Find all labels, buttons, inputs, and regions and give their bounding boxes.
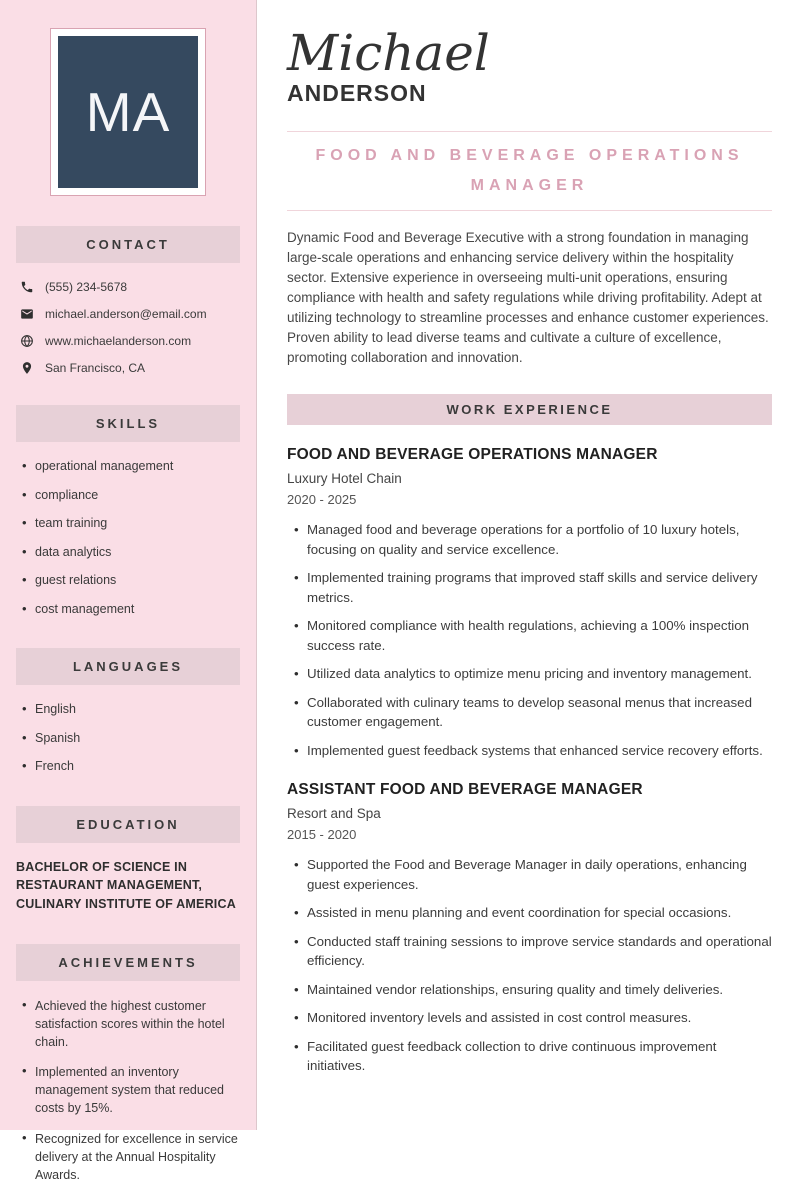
job-entry-2: [287, 781, 772, 1076]
monogram-initials: MA: [85, 81, 171, 143]
contact-location-text: San Francisco, CA: [45, 361, 146, 375]
languages-list: [16, 701, 240, 776]
skill-item: • cost management: [16, 601, 240, 619]
achievement-item: • Recognized for excellence in service delivery at the Annual Hospitality Awards.: [16, 1130, 240, 1184]
work-experience-header: [287, 394, 772, 425]
job-dates: 2015 - 2020: [287, 827, 357, 842]
achievements-list: [16, 997, 240, 1184]
contact-website-text: www.michaelanderson.com: [45, 334, 192, 348]
summary-text: Dynamic Food and Beverage Executive with a strong foundation in managing large-scale operations and enhancing service delivery within the hospitality sector. Extensive experience in overseeing multi-unit operations, ensuring compliance with health and safety regulations while driving profitability. Adept at utilizing technology to streamline processes and enhance customer experiences. Proven ability to lead diverse teams and cultivate a culture of excellence, promoting collaboration and innovation.: [287, 230, 769, 365]
achievement-item: • Achieved the highest customer satisfaction scores within the hotel chain.: [16, 997, 240, 1051]
contact-item-location: [20, 361, 240, 375]
contact-item-website: [20, 334, 240, 348]
skill-item: • operational management: [16, 458, 240, 476]
first-name: Michael: [287, 24, 490, 82]
globe-icon: [20, 334, 34, 348]
achievements-section-title: ACHIEVEMENTS: [58, 954, 198, 970]
name-header: [287, 24, 772, 107]
job-bullet: • Monitored inventory levels and assisted in cost control measures.: [287, 1008, 772, 1028]
job-bullet: • Facilitated guest feedback collection to drive continuous improvement initiatives.: [287, 1037, 772, 1076]
skill-item: • data analytics: [16, 544, 240, 562]
job-bullet: • Supported the Food and Beverage Manager in daily operations, enhancing guest experiences.: [287, 855, 772, 894]
job-bullet: • Collaborated with culinary teams to develop seasonal menus that increased customer engagement.: [287, 693, 772, 732]
contact-item-phone: [20, 280, 240, 294]
language-item: • English: [16, 701, 240, 719]
phone-icon: [20, 280, 34, 294]
contact-section-header: [16, 226, 240, 263]
job-role: ASSISTANT FOOD AND BEVERAGE MANAGER: [287, 781, 643, 798]
languages-section-title: LANGUAGES: [72, 659, 184, 674]
work-experience-title: WORK EXPERIENCE: [446, 402, 613, 417]
education-section-title: EDUCATION: [76, 816, 180, 832]
job-company: Luxury Hotel Chain: [287, 471, 402, 486]
education-section-header: [16, 806, 240, 843]
main-content: [257, 0, 800, 1130]
contact-phone-text: (555) 234-5678: [45, 280, 128, 294]
page-title: FOOD AND BEVERAGE OPERATIONS MANAGER: [315, 147, 744, 194]
skill-item: • guest relations: [16, 572, 240, 590]
divider-line: [287, 131, 772, 132]
job-dates: 2020 - 2025: [287, 492, 357, 507]
language-item: • French: [16, 758, 240, 776]
education-text: BACHELOR OF SCIENCE IN RESTAURANT MANAGEMENT, CULINARY INSTITUTE OF AMERICA: [16, 859, 236, 911]
last-name: ANDERSON: [287, 80, 427, 106]
skills-section-header: [16, 405, 240, 442]
job-bullet: • Utilized data analytics to optimize menu pricing and inventory management.: [287, 664, 772, 684]
job-entry-1: [287, 446, 772, 760]
location-icon: [20, 361, 34, 375]
language-item: • Spanish: [16, 730, 240, 748]
monogram-frame: [50, 28, 206, 196]
job-bullet: • Implemented training programs that improved staff skills and service delivery metrics.: [287, 568, 772, 607]
skill-item: • compliance: [16, 487, 240, 505]
skill-item: • team training: [16, 515, 240, 533]
monogram-avatar: [58, 36, 198, 188]
job-role: FOOD AND BEVERAGE OPERATIONS MANAGER: [287, 446, 658, 463]
skills-section-title: SKILLS: [95, 416, 161, 431]
job-bullet: • Assisted in menu planning and event coordination for special occasions.: [287, 903, 772, 923]
contact-item-email: [20, 307, 240, 321]
job-bullet: • Conducted staff training sessions to improve service standards and operational efficiency.: [287, 932, 772, 971]
achievements-section-header: [16, 944, 240, 981]
contact-section-title: CONTACT: [86, 237, 170, 252]
job-bullet: • Implemented guest feedback systems that enhanced service recovery efforts.: [287, 741, 772, 761]
sidebar: [0, 0, 257, 1182]
contact-list: [16, 280, 240, 375]
contact-email-text: michael.anderson@email.com: [45, 307, 207, 321]
divider-line: [287, 210, 772, 211]
email-icon: [20, 307, 34, 321]
skills-list: [16, 458, 240, 618]
job-bullet: • Monitored compliance with health regulations, achieving a 100% inspection success rate.: [287, 616, 772, 655]
job-company: Resort and Spa: [287, 806, 381, 821]
job-bullet-list: [287, 520, 772, 760]
job-bullet-list: [287, 855, 772, 1076]
languages-section-header: [16, 648, 240, 685]
job-bullet: • Maintained vendor relationships, ensuring quality and timely deliveries.: [287, 980, 772, 1000]
job-bullet: • Managed food and beverage operations for a portfolio of 10 luxury hotels, focusing on quality and service excellence.: [287, 520, 772, 559]
achievement-item: • Implemented an inventory management system that reduced costs by 15%.: [16, 1063, 240, 1117]
